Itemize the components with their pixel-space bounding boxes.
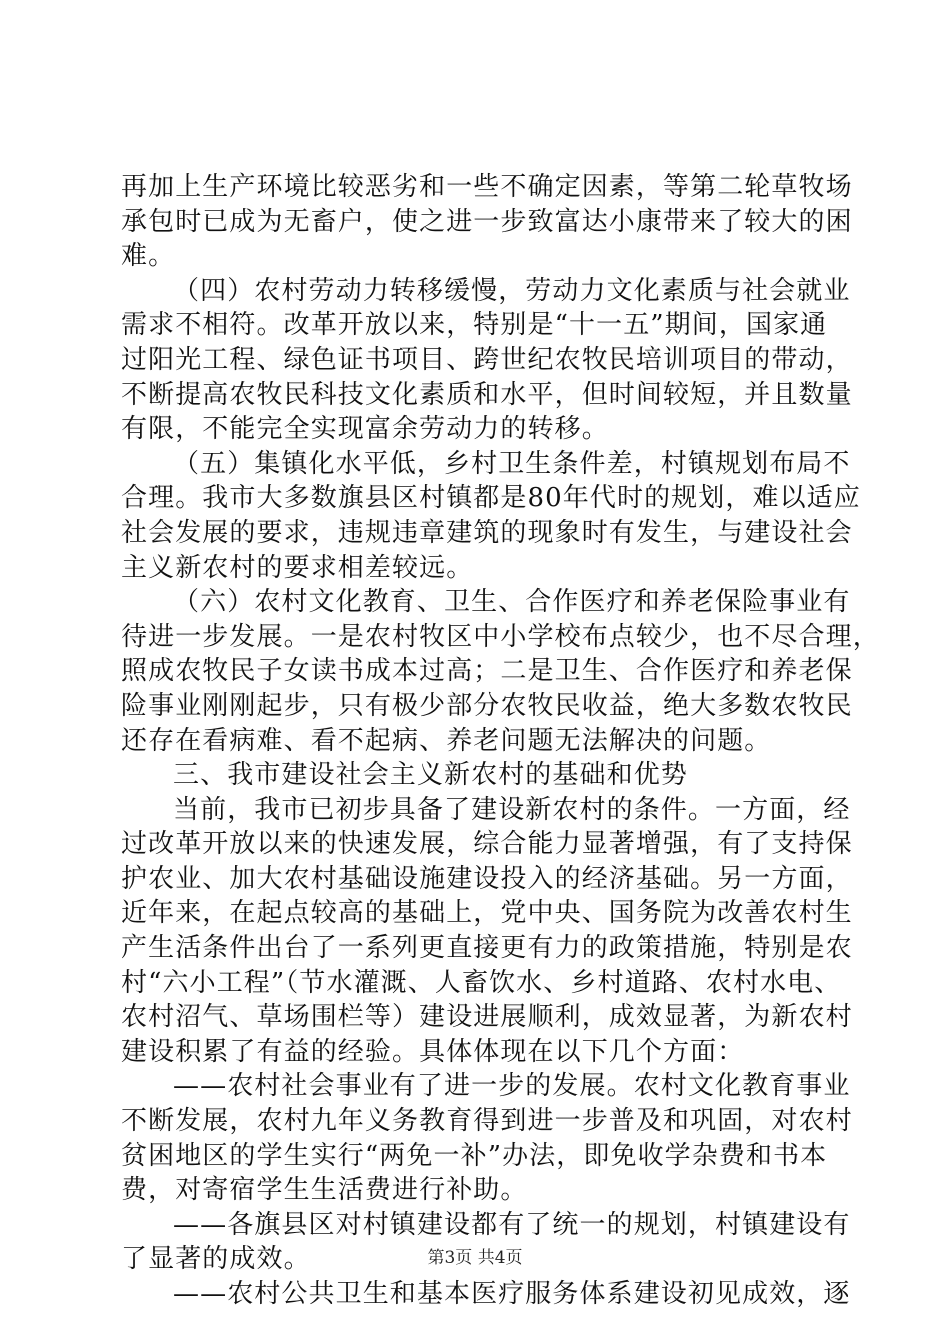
text-line: 险事业刚刚起步，只有极少部分农牧民收益，绝大多数农牧民	[121, 690, 853, 721]
text-line: 过阳光工程、绿色证书项目、跨世纪农牧民培训项目的带动，	[121, 344, 853, 375]
text-line: 社会发展的要求，违规违章建筑的现象时有发生，与建设社会	[121, 517, 853, 548]
text-line: 产生活条件出台了一系列更直接更有力的政策措施，特别是农	[121, 933, 853, 964]
text-line: ——农村社会事业有了进一步的发展。农村文化教育事业	[173, 1071, 851, 1102]
text-line: ——各旗县区对村镇建设都有了统一的规划，村镇建设有	[173, 1209, 851, 1240]
text-line: 农村沼气、草场围栏等）建设进展顺利，成效显著，为新农村	[121, 1002, 853, 1033]
text-line: 建设积累了有益的经验。具体体现在以下几个方面：	[121, 1036, 745, 1067]
text-line: 有限，不能完全实现富余劳动力的转移。	[121, 414, 609, 445]
text-line: （六）农村文化教育、卫生、合作医疗和养老保险事业有	[173, 587, 851, 618]
document-body	[121, 170, 880, 1312]
text-line: 合理。我市大多数旗县区村镇都是80年代时的规划，难以适应	[121, 483, 861, 514]
text-line: 还存在看病难、看不起病、养老问题无法解决的问题。	[121, 725, 772, 756]
text-line: 难。	[121, 241, 176, 272]
text-line: 主义新农村的要求相差较远。	[121, 552, 474, 583]
page-number-label: 第3页 共4页	[427, 1248, 523, 1268]
page-footer	[0, 1247, 950, 1269]
text-line: （五）集镇化水平低，乡村卫生条件差，村镇规划布局不	[173, 448, 851, 479]
text-line: （四）农村劳动力转移缓慢，劳动力文化素质与社会就业	[173, 275, 851, 306]
text-line: 照成农牧民子女读书成本过高；二是卫生、合作医疗和养老保	[121, 656, 853, 687]
text-line: 三、我市建设社会主义新农村的基础和优势	[173, 760, 688, 791]
text-line: 护农业、加大农村基础设施建设投入的经济基础。另一方面，	[121, 863, 853, 894]
text-line: 当前，我市已初步具备了建设新农村的条件。一方面，经	[173, 794, 851, 825]
text-line: ——农村公共卫生和基本医疗服务体系建设初见成效，逐	[173, 1279, 851, 1309]
text-line: 不断发展，农村九年义务教育得到进一步普及和巩固，对农村	[121, 1106, 853, 1137]
text-line: 待进一步发展。一是农村牧区中小学校布点较少，也不尽合理，	[121, 621, 880, 652]
text-line: 近年来，在起点较高的基础上，党中央、国务院为改善农村生	[121, 898, 853, 929]
text-line: 费，对寄宿学生生活费进行补助。	[121, 1175, 528, 1206]
text-line: 不断提高农牧民科技文化素质和水平，但时间较短，并且数量	[121, 379, 853, 410]
text-line: 承包时已成为无畜户，使之进一步致富达小康带来了较大的困	[121, 206, 853, 237]
text-line: 过改革开放以来的快速发展，综合能力显著增强，有了支持保	[121, 829, 853, 860]
text-line: 再加上生产环境比较恶劣和一些不确定因素，等第二轮草牧场	[121, 172, 853, 202]
text-line: 需求不相符。改革开放以来，特别是“十一五”期间，国家通	[121, 310, 828, 341]
text-line: 贫困地区的学生实行“两免一补”办法，即免收学杂费和书本	[121, 1140, 828, 1171]
text-line: 了显著的成效。	[121, 1244, 311, 1275]
text-line: 村“六小工程”（节水灌溉、人畜饮水、乡村道路、农村水电、	[121, 967, 842, 998]
